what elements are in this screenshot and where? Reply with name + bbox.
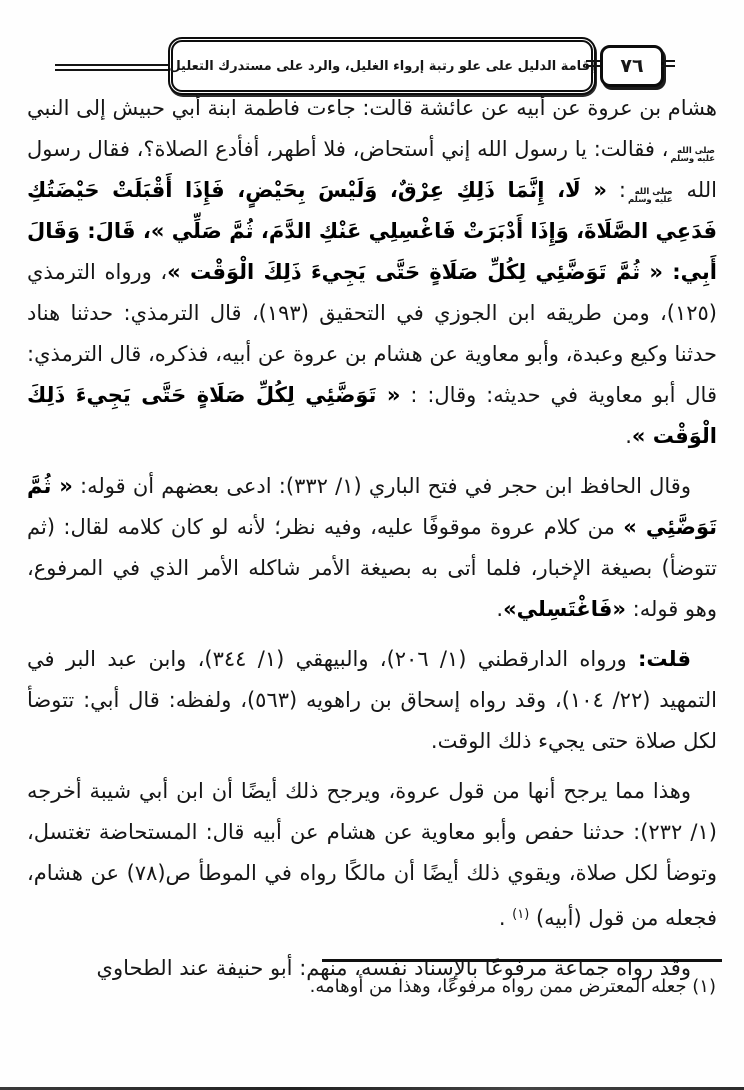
pbuh-symbol: صلى الله عليه وسلم	[627, 187, 673, 205]
page-number-box	[600, 45, 664, 87]
text-run: ورواه الدارقطني (١/ ٢٠٦)، والبيهقي (١/ ٣٤٤)، وابن عبد البر في التمهيد (٢٢/ ١٠٤)، وقد رواه إسحاق بن راهويه (٥٦٣)، ولفظه: قال أبي: تتوضأ لكل صلاة حتى يجيء ذلك الوقت.	[27, 647, 717, 753]
book-title: إقامة الدليل على علو رتبة إرواء الغليل، والرد على مستدرك التعليل	[169, 58, 595, 74]
page-number: ٧٦	[620, 55, 644, 77]
hadith-quote: « تَوَضَّئِي لِكُلِّ صَلَاةٍ حَتَّى يَجِيءَ ذَلِكَ الْوَقْت »	[27, 383, 717, 448]
hadith-quote: « لَا، إِنَّمَا ذَلِكِ عِرْقٌ، وَلَيْسَ بِحَيْضٍ، فَإِذَا أَقْبَلَتْ حَيْضَتُكِ فَدَعِي الصَّلَاةَ، وَإِذَا أَدْبَرَتْ فَاغْسِلِي عَنْكِ الدَّمَ، ثُمَّ صَلِّي »، قَالَ: وَقَالَ أَبِي: « ثُمَّ تَوَضَّئِي لِكُلِّ صَلَاةٍ حَتَّى يَجِيءَ ذَلِكَ الْوَقْت »	[27, 178, 717, 284]
text-run: وقال الحافظ ابن حجر في فتح الباري (١/ ٣٣٢): ادعى بعضهم أن قوله:	[72, 474, 691, 498]
text-run: وقد رواه جماعة مرفوعًا بالإسناد نفسه، منهم: أبو حنيفة عند الطحاوي	[96, 956, 691, 980]
hadith-quote: « ثُمَّ تَوَضَّئِي »	[27, 474, 717, 539]
footnote	[28, 972, 716, 1002]
text-run: من كلام عروة موقوفًا عليه، وفيه نظر؛ لأنه لو كان كلامه لقال: (ثم تتوضأ) بصيغة الإخبار، فلما أتى به بصيغة الأمر شاكله الأمر الذي في المرفوع، وهو قوله:	[27, 515, 717, 621]
book-title-box	[168, 37, 596, 95]
hadith-quote: قلت:	[638, 647, 691, 671]
text-run: ، ورواه الترمذي (١٢٥)، ومن طريقه ابن الجوزي في التحقيق (١٩٣)، قال الترمذي: حدثنا هناد حدثنا وكيع وعبدة، وأبو معاوية عن هشام بن عروة عن أبيه، فذكره، قال الترمذي: قال أبو معاوية في حديثه: وقال: :	[27, 260, 717, 407]
text-run: .	[625, 424, 632, 448]
body-text	[27, 88, 717, 998]
paragraph	[27, 88, 717, 457]
paragraph	[27, 771, 717, 939]
footnote-separator	[322, 959, 722, 962]
header-rule-right	[661, 60, 675, 67]
text-run: هشام بن عروة عن أبيه عن عائشة قالت: جاءت فاطمة ابنة أبي حبيش إلى النبي	[27, 96, 717, 120]
text-run: .	[498, 906, 513, 930]
text-run: .	[496, 597, 504, 621]
paragraph	[27, 466, 717, 630]
header-rule-left	[55, 64, 168, 71]
footnote-text: (١) جعله المعترض ممن رواه مرفوعًا، وهذا من أوهامه.	[309, 976, 716, 997]
text-run: وهذا مما يرجح أنها من قول عروة، ويرجح ذلك أيضًا أن ابن أبي شيبة أخرجه (١/ ٢٣٢): حدثنا حفص وأبو معاوية عن هشام عن أبيه قال: المستحاضة تغتسل، وتوضأ لكل صلاة، ويقوي ذلك أيضًا أن مالكًا رواه في الموطأ ص(٧٨) عن هشام، فجعله من قول (أبيه)	[27, 779, 717, 930]
paragraph	[27, 639, 717, 762]
header-rule-middle	[586, 60, 600, 67]
text-run: ، فقالت: يا رسول الله إني أستحاض، فلا أطهر، أفأدع الصلاة؟، فقال رسول الله	[27, 137, 717, 202]
hadith-quote: «فَاغْتَسِلي»	[503, 597, 626, 621]
pbuh-symbol: صلى الله عليه وسلم	[670, 146, 715, 164]
footnote-ref: (١)	[512, 907, 530, 922]
text-run: :	[606, 178, 626, 202]
